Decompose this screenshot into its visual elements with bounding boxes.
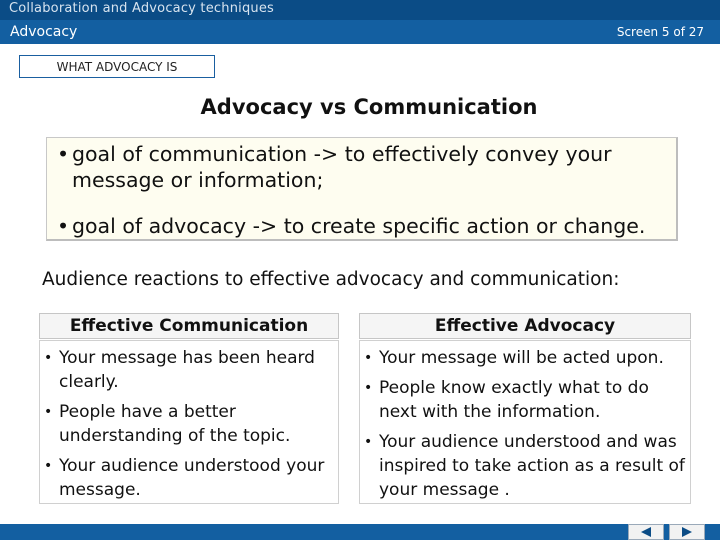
bullet-icon: • [364,380,373,396]
list-item-text: Your message will be acted upon. [379,348,664,368]
list-item-text: People know exactly what to do next with the information. [379,378,649,422]
bullet-icon: • [57,214,70,238]
effective-advocacy-list [359,340,691,504]
bullet-icon: • [364,434,373,450]
goals-box [46,137,678,241]
triangle-left-icon [639,526,653,538]
list-item-text: Your audience understood your message. [59,456,325,500]
section-title: Advocacy [10,24,78,40]
bullet-icon: • [44,404,53,420]
course-title-bar [0,0,720,20]
list-item [40,400,338,448]
section-bar [0,20,720,44]
list-item [360,346,690,370]
bullet-icon: • [44,458,53,474]
next-button[interactable] [669,524,705,540]
list-item-text: Your message has been heard clearly. [59,348,315,392]
effective-communication-header: Effective Communication [39,313,339,339]
list-item [40,454,338,502]
bullet-icon: • [44,350,53,366]
effective-advocacy-header: Effective Advocacy [359,313,691,339]
goal-text: goal of communication -> to effectively convey your message or information; [72,142,612,192]
list-item-text: People have a better understanding of the topic. [59,402,291,446]
bullet-icon: • [57,142,70,166]
navigation-bar [0,524,720,540]
list-item [360,376,690,424]
slide-title: Advocacy vs Communication [200,95,538,119]
course-title: Collaboration and Advocacy techniques [9,1,275,16]
triangle-right-icon [680,526,694,538]
bullet-icon: • [364,350,373,366]
goal-item-advocacy [57,213,677,239]
topic-label: WHAT ADVOCACY IS [19,55,215,78]
screen-counter: Screen 5 of 27 [616,25,704,39]
audience-heading: Audience reactions to effective advocacy and communication: [42,269,620,290]
back-button[interactable] [628,524,664,540]
list-item-text: Your audience understood and was inspired to take action as a result of your message . [379,432,685,500]
goal-item-communication [57,141,657,193]
list-item [40,346,338,394]
list-item [360,430,690,502]
effective-communication-list [39,340,339,504]
goal-text: goal of advocacy -> to create specific action or change. [72,214,646,238]
